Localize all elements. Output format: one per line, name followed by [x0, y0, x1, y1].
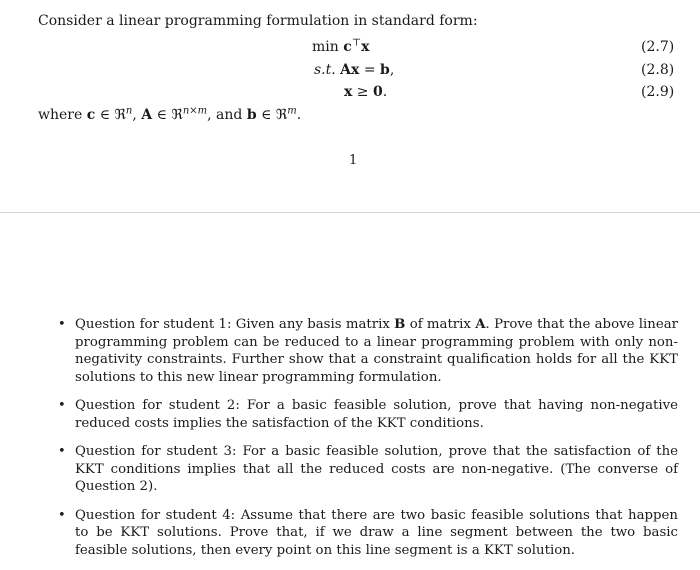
where-clause: [38, 107, 301, 123]
eq-period: .: [382, 84, 388, 100]
where-sep-1: ,: [132, 107, 142, 123]
page-number: 1: [349, 153, 358, 168]
where-sep-2: , and: [207, 107, 247, 123]
where-nm-sup: n×m: [182, 105, 208, 117]
equation-number-2-9: (2.9): [641, 84, 675, 100]
eq-ax: Ax: [340, 62, 360, 78]
question-3-text: Question for student 3: For a basic feasible solution, prove that the satisfaction of the KKT conditions implies that all the reduced costs are non-negative. (The converse of Question 2).: [75, 444, 678, 494]
question-item-1: [58, 316, 678, 386]
question-1-bold-B: B: [394, 317, 406, 332]
eq-c-vector: c: [343, 39, 352, 55]
where-in-2: ∈ ℜ: [152, 107, 183, 123]
where-in-3: ∈ ℜ: [256, 107, 288, 123]
bullet-icon: •: [58, 398, 66, 413]
eq-transpose: ⊤: [351, 37, 362, 49]
question-item-2: [58, 397, 678, 432]
where-c: c: [86, 107, 96, 123]
question-4-text: Question for student 4: Assume that there are two basic feasible solutions that happen to be KKT solutions. Prove that, if we draw a line segment between the two basic feasible solutions, then every point on this line segment is a KKT solution.: [75, 507, 678, 558]
page-top: [0, 0, 700, 212]
intro-text: Consider a linear programming formulation in standard form:: [38, 13, 478, 29]
eq-x-vector: x: [361, 39, 370, 55]
where-prefix: where: [38, 107, 87, 123]
where-m-sup: m: [287, 105, 297, 117]
bullet-icon: •: [58, 507, 66, 523]
where-b: b: [246, 107, 257, 123]
question-2-text: Question for student 2: For a basic feasible solution, prove that having non-negative reduced costs implies the satisfaction of the KKT conditions.: [75, 398, 678, 431]
where-in-1: ∈ ℜ: [95, 107, 126, 123]
equation-number-2-8: (2.8): [641, 62, 675, 78]
where-A: A: [141, 107, 153, 123]
bullet-icon: •: [58, 444, 66, 459]
where-n-sup: n: [125, 105, 133, 117]
eq-geq: ≥: [352, 84, 373, 100]
eq-comma: ,: [389, 62, 395, 78]
question-1-text-mid: of matrix: [405, 317, 476, 332]
equation-number-2-7: (2.7): [641, 39, 675, 55]
question-item-4: [58, 507, 678, 560]
eq-b-vector: b: [380, 62, 390, 78]
where-end: .: [296, 107, 302, 123]
eq-equals: =: [359, 62, 381, 78]
question-list: [58, 316, 678, 570]
bullet-icon: •: [58, 317, 66, 332]
eq-x-nonneg: x: [344, 84, 353, 100]
eq-min-label: min: [312, 39, 339, 55]
question-1-text-after: . Prove that the above linear programming problem can be reduced to a linear programming problem with only non-negativity constraints. Further show that a constraint qualification holds for all the KKT solutions to this new linear programming formulation.: [75, 317, 678, 385]
question-1-text-before: Question for student 1: Given any basis matrix: [75, 317, 395, 332]
eq-zero-vector: 0: [373, 84, 383, 100]
question-1-bold-A: A: [475, 317, 486, 332]
question-item-3: [58, 443, 678, 496]
eq-st-label: s.t.: [314, 62, 336, 78]
